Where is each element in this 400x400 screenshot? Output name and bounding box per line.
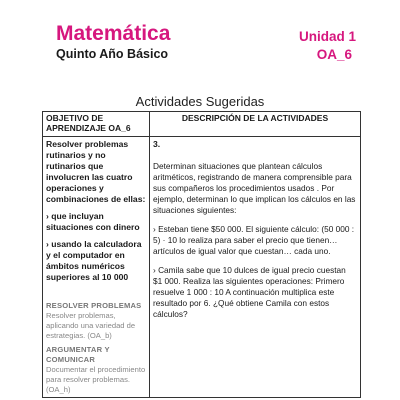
table-row [43, 137, 361, 398]
section-title: Actividades Sugeridas [135, 94, 265, 109]
objective-cell [43, 137, 150, 398]
page-header [56, 22, 356, 66]
skill-block [46, 345, 146, 395]
unit-label: Unidad 1 [298, 29, 356, 44]
activity-number: 3. [153, 139, 161, 149]
objective-bullet: › usando la calculadora y el computador en ámbitos numéricos superiores al 10 000 [46, 239, 142, 282]
objective-statement: Resolver problemas rutinarios y no rutinarios que involucren las cuatro operaciones y combinaciones de ellas: [46, 139, 146, 204]
table-header-row [43, 112, 361, 137]
skill-description: Resolver problemas, aplicando una variedad de estrategias. (OA_b) [46, 311, 136, 340]
oa-label: OA_6 [316, 47, 352, 62]
skill-title: RESOLVER PROBLEMAS [46, 301, 142, 310]
objective-bullet: › que incluyan situaciones con dinero [46, 211, 140, 232]
activities-table [42, 111, 361, 398]
activity-example: › Esteban tiene $50 000. El siguiente cálculo: (50 000 : 5) · 10 lo realiza para saber el precio que tienen… artículos de igual valor que cuestan… cada uno. [153, 224, 355, 256]
skill-title: ARGUMENTAR Y COMUNICAR [46, 345, 110, 364]
grade-label: Quinto Año Básico [56, 47, 169, 61]
skill-block [46, 301, 146, 341]
activity-example: › Camila sabe que 10 dulces de igual precio cuestan $1 000. Realiza las siguientes operaciones: Primero resuelve 1 000 : 10 A continuación multiplica este resultado por 6. ¿Qué obtiene Camila con estos cálculos? [153, 265, 346, 319]
activity-intro: Determinan situaciones que plantean cálculos aritméticos, registrando de manera comprensible para sus compañeros los procedimientos usados . Por ejemplo, determinan lo que implican los cálculos en las situaciones siguientes: [153, 161, 356, 215]
description-column-header: DESCRIPCIÓN DE LA ACTIVIDADES [150, 112, 361, 137]
objective-column-header: OBJETIVO DE APRENDIZAJE OA_6 [43, 112, 150, 137]
subject-title: Matemática [56, 22, 171, 45]
description-cell [150, 137, 361, 398]
skill-description: Documentar el procedimiento para resolver problemas. (OA_h) [46, 365, 146, 394]
